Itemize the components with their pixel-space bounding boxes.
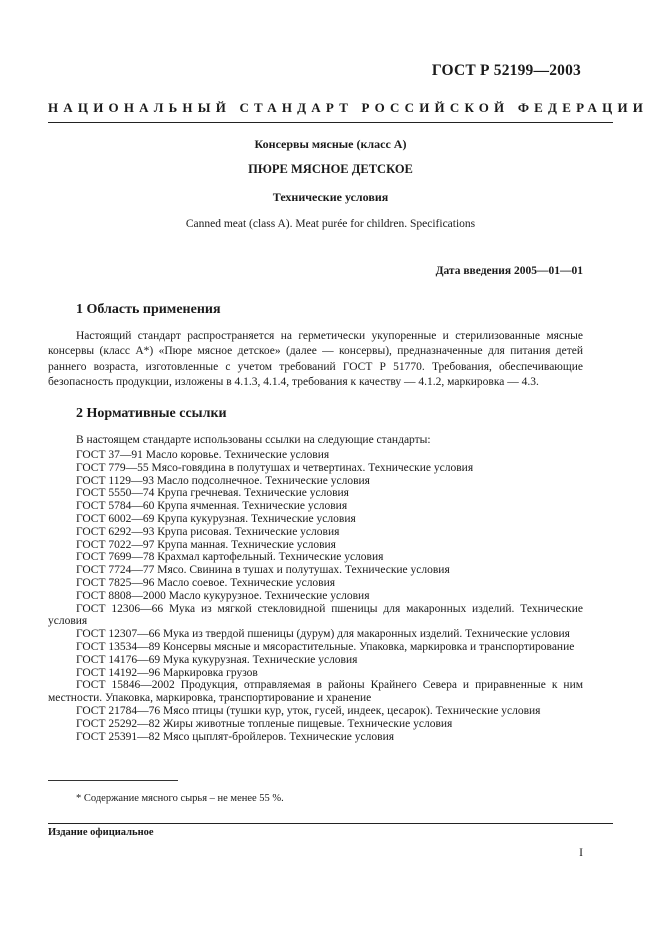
reference-item: ГОСТ 1129—93 Масло подсолнечное. Технические условия	[76, 474, 370, 487]
reference-item: ГОСТ 779—55 Мясо-говядина в полутушах и четвертинах. Технические условия	[76, 461, 474, 474]
reference-item: ГОСТ 25292—82 Жиры животные топленые пищевые. Технические условия	[76, 717, 453, 730]
reference-item: ГОСТ 15846—2002 Продукция, отправляемая в районы Крайнего Севера и приравненные к ним местности. Упаковка, маркировка, транспортирование и хранение	[48, 679, 583, 705]
introduction-date: Дата введения 2005—01—01	[435, 265, 583, 277]
reference-item: ГОСТ 6292—93 Крупа рисовая. Технические условия	[76, 525, 340, 538]
document-code: ГОСТ Р 52199—2003	[431, 62, 581, 79]
reference-item: ГОСТ 7825—96 Масло соевое. Технические условия	[76, 576, 336, 589]
reference-item: ГОСТ 8808—2000 Масло кукурузное. Технические условия	[76, 589, 370, 602]
footnote-divider	[48, 780, 178, 781]
footer-divider	[48, 823, 613, 824]
reference-item: ГОСТ 7724—77 Мясо. Свинина в тушах и полутушах. Технические условия	[76, 564, 450, 577]
reference-item: ГОСТ 37—91 Масло коровье. Технические условия	[76, 449, 330, 461]
reference-item: ГОСТ 12306—66 Мука из мягкой стекловидной пшеницы для макаронных изделий. Технические условия	[48, 602, 583, 628]
references-intro: В настоящем стандарте использованы ссылки на следующие стандарты:	[76, 434, 431, 446]
reference-item: ГОСТ 6002—69 Крупа кукурузная. Технические условия	[76, 512, 356, 525]
title-subtitle: Технические условия	[272, 190, 389, 204]
reference-item: ГОСТ 5550—74 Крупа гречневая. Технические условия	[76, 487, 349, 500]
section-1-heading: 1 Область применения	[76, 302, 221, 317]
title-english: Canned meat (class A). Meat purée for children. Specifications	[185, 218, 476, 230]
page-number: I	[579, 847, 583, 859]
section-1-text: Настоящий стандарт распространяется на герметически укупоренные и стерилизованные мясные консервы (класс А*) «Пюре мясное детское» (далее — консервы), предназначенные для питания детей раннего возраста, изготовленные с учетом требований ГОСТ Р 51770. Требования, обеспечивающие безопасность продукции, изложены в 4.1.3, 4.1.4, требования к качеству — 4.1.2, маркировка — 4.3.	[48, 330, 583, 388]
reference-item: ГОСТ 14176—69 Мука кукурузная. Технические условия	[76, 653, 358, 666]
references-list	[48, 449, 583, 743]
edition-label: Издание официальное	[48, 827, 154, 838]
title-main: ПЮРЕ МЯСНОЕ ДЕТСКОЕ	[248, 162, 413, 176]
footnote: * Содержание мясного сырья – не менее 55 %.	[76, 793, 284, 804]
title-category: Консервы мясные (класс А)	[254, 137, 407, 151]
reference-item: ГОСТ 7699—78 Крахмал картофельный. Технические условия	[76, 551, 384, 564]
reference-item: ГОСТ 14192—96 Маркировка грузов	[76, 666, 258, 679]
reference-item: ГОСТ 5784—60 Крупа ячменная. Технические условия	[76, 500, 348, 513]
national-standard-banner: НАЦИОНАЛЬНЫЙ СТАНДАРТ РОССИЙСКОЙ ФЕДЕРАЦИИ	[48, 100, 649, 115]
section-2-heading: 2 Нормативные ссылки	[76, 406, 227, 421]
reference-item: ГОСТ 21784—76 Мясо птицы (тушки кур, уток, гусей, индеек, цесарок). Технические условия	[76, 704, 541, 717]
reference-item: ГОСТ 7022—97 Крупа манная. Технические условия	[76, 538, 336, 551]
reference-item: ГОСТ 25391—82 Мясо цыплят-бройлеров. Технические условия	[76, 730, 395, 743]
reference-item: ГОСТ 12307—66 Мука из твердой пшеницы (дурум) для макаронных изделий. Технические условия	[76, 628, 570, 641]
reference-item: ГОСТ 13534—89 Консервы мясные и мясорастительные. Упаковка, маркировка и транспортирование	[76, 640, 575, 653]
header-divider	[48, 122, 613, 123]
